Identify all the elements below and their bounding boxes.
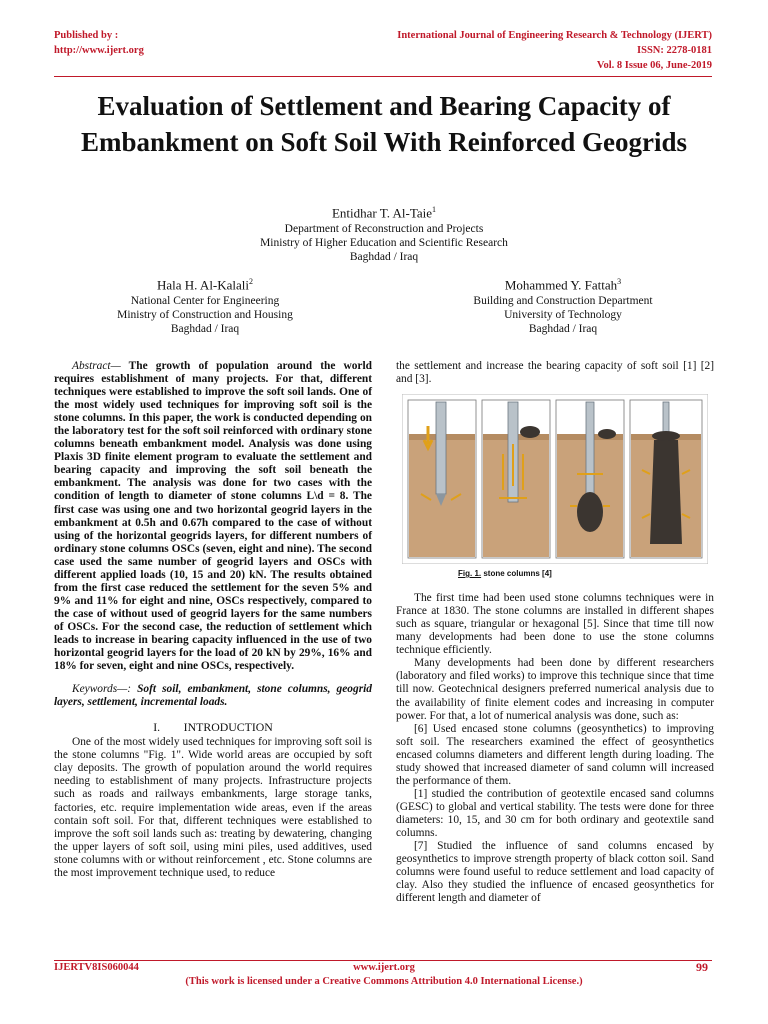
volume-issue: Vol. 8 Issue 06, June-2019 [596,60,712,71]
panel-2 [482,400,550,558]
body-paragraph: One of the most widely used techniques for improving soft soil is the stone columns "Fig. 1". Wide world areas are occupied by soft clay deposits. The growth of population around the world requires needing to establishment of many projects. Infrastructure projects such as roads and railways embankments, large storage tanks, factories, etc. require implementation wide areas, even if the areas contain soft soil. For that, different techniques were established to improve the soft soil lands such as: treating by dewatering, changing the upper layers of soft soil, using mini piles, used additives, used stone columns with or without reinforcement , etc. Stone columns are the most improvement technique used, to reduce [54,736,372,879]
abstract [54,360,372,673]
journal-name: International Journal of Engineering Research & Technology (IJERT) [397,30,712,41]
body-paragraph: Many developments had been done by different researchers (laboratory and filed works) to improve this technique since that time till now. Geotechnical designers preferred numerical analysis due to the availability of finite element codes and increasing in computer power. For that, a lot of numerical analysis was done, such as: [396,657,714,722]
author-affiliation: Baghdad / Iraq [170,323,240,336]
header-right [397,28,712,73]
footer-divider [54,960,712,961]
keywords-text: Soft soil, embankment, stone columns, geogrid layers, settlement, incremental loads. [54,683,372,709]
author-affiliation: University of Technology [504,309,622,322]
keywords-label: Keywords—: [72,683,132,696]
author-affiliation: Building and Construction Department [473,295,653,308]
author-affiliation: Ministry of Construction and Housing [117,309,293,322]
paper-id: IJERTV8IS060044 [54,962,139,973]
author-name: Hala H. Al-Kalali$^2$ [156,277,254,293]
body-paragraph: [1] studied the contribution of geotextile encased sand columns (GESC) to global and vertical stability. The tests were done for three diameters: 10, 15, and 30 cm for both ordinary and geotextile sand columns. [396,787,714,839]
right-column [396,360,714,905]
body-paragraph: [6] Used encased stone columns (geosynthetics) to improving soft soil. The researchers examined the effect of geosynthetics encased columns diameters and different length during loading. The study showed that increased diameter of sand column will increased the performance of them. [396,722,714,787]
section-heading: I. INTRODUCTION [153,720,273,735]
page-number: 99 [696,960,708,974]
author-1 [184,201,584,264]
author-2 [60,273,350,336]
author-name: Entidhar T. Al-Taie$^1$ [331,205,437,221]
paper-title: Evaluation of Settlement and Bearing Capacity of Embankment on Soft Soil With Reinforced Geogrids [80,91,688,157]
header-left [54,28,144,58]
footer-website[interactable]: www.ijert.org [353,962,415,973]
license-note: (This work is licensed under a Creative Commons Attribution 4.0 International License.) [185,976,583,987]
figure-caption: Fig. 1. stone columns [4] [458,569,552,579]
author-affiliation: Ministry of Higher Education and Scientific Research [260,237,508,250]
author-affiliation: National Center for Engineering [130,295,280,308]
keywords [54,683,372,709]
left-column [54,360,372,880]
author-affiliation: Baghdad / Iraq [528,323,598,336]
panel-4 [630,400,702,558]
author-3 [418,273,708,336]
body-paragraph: the settlement and increase the bearing capacity of soft soil [1] [2] and [3]. [396,360,714,386]
body-paragraph: The first time had been used stone columns techniques were in France at 1830. The stone columns are installed in different shapes such as square, triangular or hexagonal [5]. Since that time till now many developments had been done to use the stone columns technique efficiently. [396,592,714,657]
abstract-text: The growth of population around the world requires establishment of many projects. For that, different techniques were established to improve the soft soil lands. One of the most widely used techniques for improving soft soil is the stone columns. In this paper, the work is conducted depending on the laboratory test for the soft soil reinforced with ordinary stone columns beneath embankment model. Analysis was done using Plaxis 3D finite element program to evaluate the settlement and bearing capacity and improving the soft soil beneath the embankment. The analysis was done for two cases with the condition of length to diameter of stone columns L\d = 8. The first case was using one and two horizontal geogrid layers in the embankment at 0.5h and 0.67h compared to the case of without using of the horizontal geogrids layers, for different numbers of ordinary stone columns OSCs (seven, eight and nine). The second case used the same number of geogrid layers and OSCs with different applied loads (10, 15 and 20) kN. The results obtained from the first case reduced the settlement for the seven 5% and 9% and 11% for eight and nine, OSCs respectively, compared to the case of without used of geogrid layers for the same numbers of OSCs. For the second case, the reduction of settlement which leads to increase in bearing capacity influenced in the use of two horizontal geogrid layers for the load of 20 kN by 29%, 16% and 18% for seven, eight and nine OSCs, respectively. [54,360,372,673]
stone-columns-illustration [402,394,708,564]
figure-1 [402,394,712,580]
author-name: Mohammed Y. Fattah$^3$ [504,277,622,293]
abstract-label: Abstract— [72,360,121,372]
author-affiliation: Baghdad / Iraq [349,251,419,264]
panel-1 [408,400,476,558]
issn: ISSN: 2278-0181 [637,45,712,56]
panel-3 [556,400,624,558]
published-by: Published by : [54,30,119,41]
body-paragraph: [7] Studied the influence of sand columns encased by geosynthetics to improve strength property of black cotton soil. Sand columns were found useful to reduce settlement and load capacity of clay. Also they studied the influence of encased geosynthetics for different length and diameter of [396,840,714,905]
header-divider [54,76,712,77]
author-affiliation: Department of Reconstruction and Projects [284,223,484,236]
publisher-website[interactable]: http://www.ijert.org [54,45,144,56]
